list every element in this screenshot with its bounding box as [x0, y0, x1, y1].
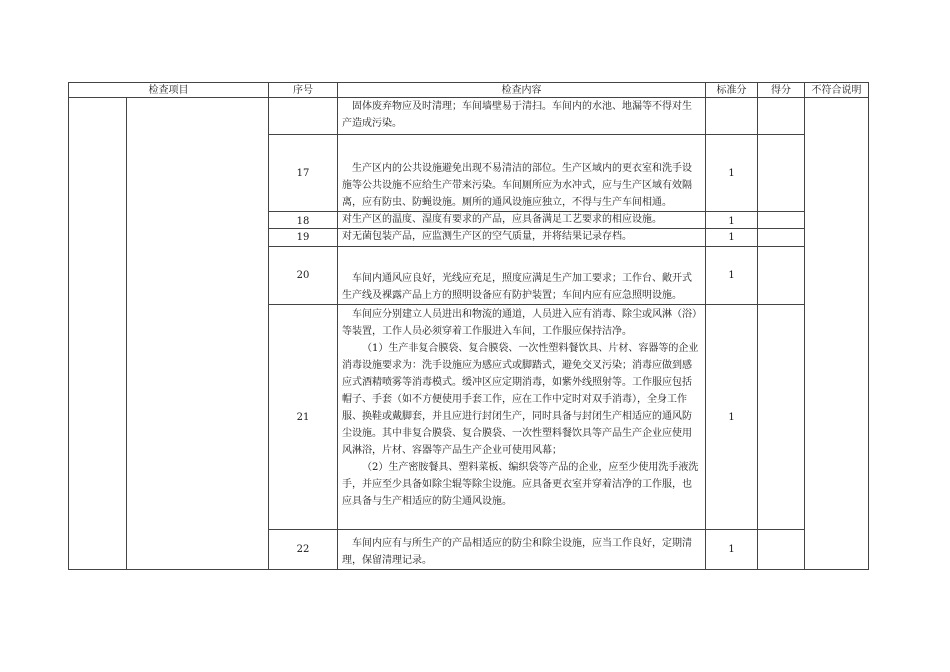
- header-score: 得分: [758, 83, 805, 98]
- inspection-table: [68, 82, 869, 570]
- content-paragraph: 对无菌包装产品，应监测生产区的空气质量，并将结果记录存档。: [342, 231, 632, 242]
- content-paragraph: （2）生产密胺餐具、塑料菜板、编织袋等产品的企业，应至少使用洗手液洗手，并应至少具备如除尘辊等除尘设施。应具备更衣室并穿着洁净的工作服，也应具备与生产相适应的防尘通风设施。: [342, 462, 699, 507]
- standard-score-cell: [706, 98, 758, 135]
- header-row: [69, 83, 869, 98]
- item-category-cell: [69, 98, 127, 570]
- content-cell: [338, 305, 706, 530]
- content-cell: [338, 530, 706, 570]
- content-paragraph: 固体废弃物应及时清理；车间墙壁易于清扫。车间内的水池、地漏等不得对生产造成污染。: [342, 101, 692, 129]
- header-seq: 序号: [269, 83, 338, 98]
- header-item: 检查项目: [69, 83, 269, 98]
- score-cell: [758, 247, 805, 305]
- content-paragraph: 车间应分别建立人员进出和物流的通道，人员进入应有消毒、除尘或风淋（浴）等装置，工作人员必须穿着工作服进入车间，工作服应保持洁净。: [342, 309, 697, 337]
- seq-cell: 19: [269, 229, 338, 247]
- content-paragraph: 生产区内的公共设施避免出现不易清洁的部位。生产区域内的更衣室和洗手设施等公共设施不应给生产带来污染。车间厕所应为水冲式，应与生产区域有效隔离，应有防虫、防蝇设施。厕所的通风设施应独立，不得与生产车间相通。: [342, 163, 692, 208]
- content-paragraph: （1）生产非复合膜袋、复合膜袋、一次性塑料餐饮具、片材、容器等的企业消毒设施要求为：洗手设施应为感应式或脚踏式，避免交叉污染；消毒应做到感应式酒精喷雾等消毒模式。缓冲区应定期消毒，如紫外线照射等。工作服应包括帽子、手套（如不方便使用手套工作，应在工作中定时对双手消毒），全身工作服、换鞋或戴脚套，并且应进行封闭生产，同时具备与封闭生产相适应的通风防尘设施。其中非复合膜袋、复合膜袋、一次性塑料餐饮具等产品生产企业应使用风淋浴，片材、容器等产品生产企业可使用风幕；: [342, 343, 699, 456]
- content-paragraph: 车间内通风应良好，光线应充足，照度应满足生产加工要求；工作台、敞开式生产线及裸露产品上方的照明设备应有防护装置；车间内应有应急照明设施。: [342, 273, 692, 301]
- content-cell: [338, 135, 706, 212]
- content-paragraph: 车间内应有与所生产的产品相适应的防尘和除尘设施，应当工作良好，定期清理，保留清理记录。: [342, 538, 692, 566]
- standard-score-cell: 1: [706, 212, 758, 229]
- score-cell: [758, 98, 805, 135]
- item-subcategory-cell: [127, 98, 269, 570]
- header-standard: 标准分: [706, 83, 758, 98]
- standard-score-cell: 1: [706, 530, 758, 570]
- content-paragraph: 对生产区的温度、湿度有要求的产品，应具备满足工艺要求的相应设施。: [342, 214, 662, 225]
- seq-cell: 22: [269, 530, 338, 570]
- header-content: 检查内容: [338, 83, 706, 98]
- content-cell: [338, 98, 706, 135]
- standard-score-cell: 1: [706, 247, 758, 305]
- seq-cell: [269, 98, 338, 135]
- content-cell: [338, 247, 706, 305]
- standard-score-cell: 1: [706, 305, 758, 530]
- score-cell: [758, 135, 805, 212]
- seq-cell: 18: [269, 212, 338, 229]
- table-row: [69, 98, 869, 135]
- note-cell: [805, 98, 869, 570]
- score-cell: [758, 305, 805, 530]
- score-cell: [758, 530, 805, 570]
- header-note: 不符合说明: [805, 83, 869, 98]
- standard-score-cell: 1: [706, 229, 758, 247]
- seq-cell: 17: [269, 135, 338, 212]
- score-cell: [758, 229, 805, 247]
- seq-cell: 20: [269, 247, 338, 305]
- score-cell: [758, 212, 805, 229]
- seq-cell: 21: [269, 305, 338, 530]
- content-cell: [338, 229, 706, 247]
- standard-score-cell: 1: [706, 135, 758, 212]
- content-cell: [338, 212, 706, 229]
